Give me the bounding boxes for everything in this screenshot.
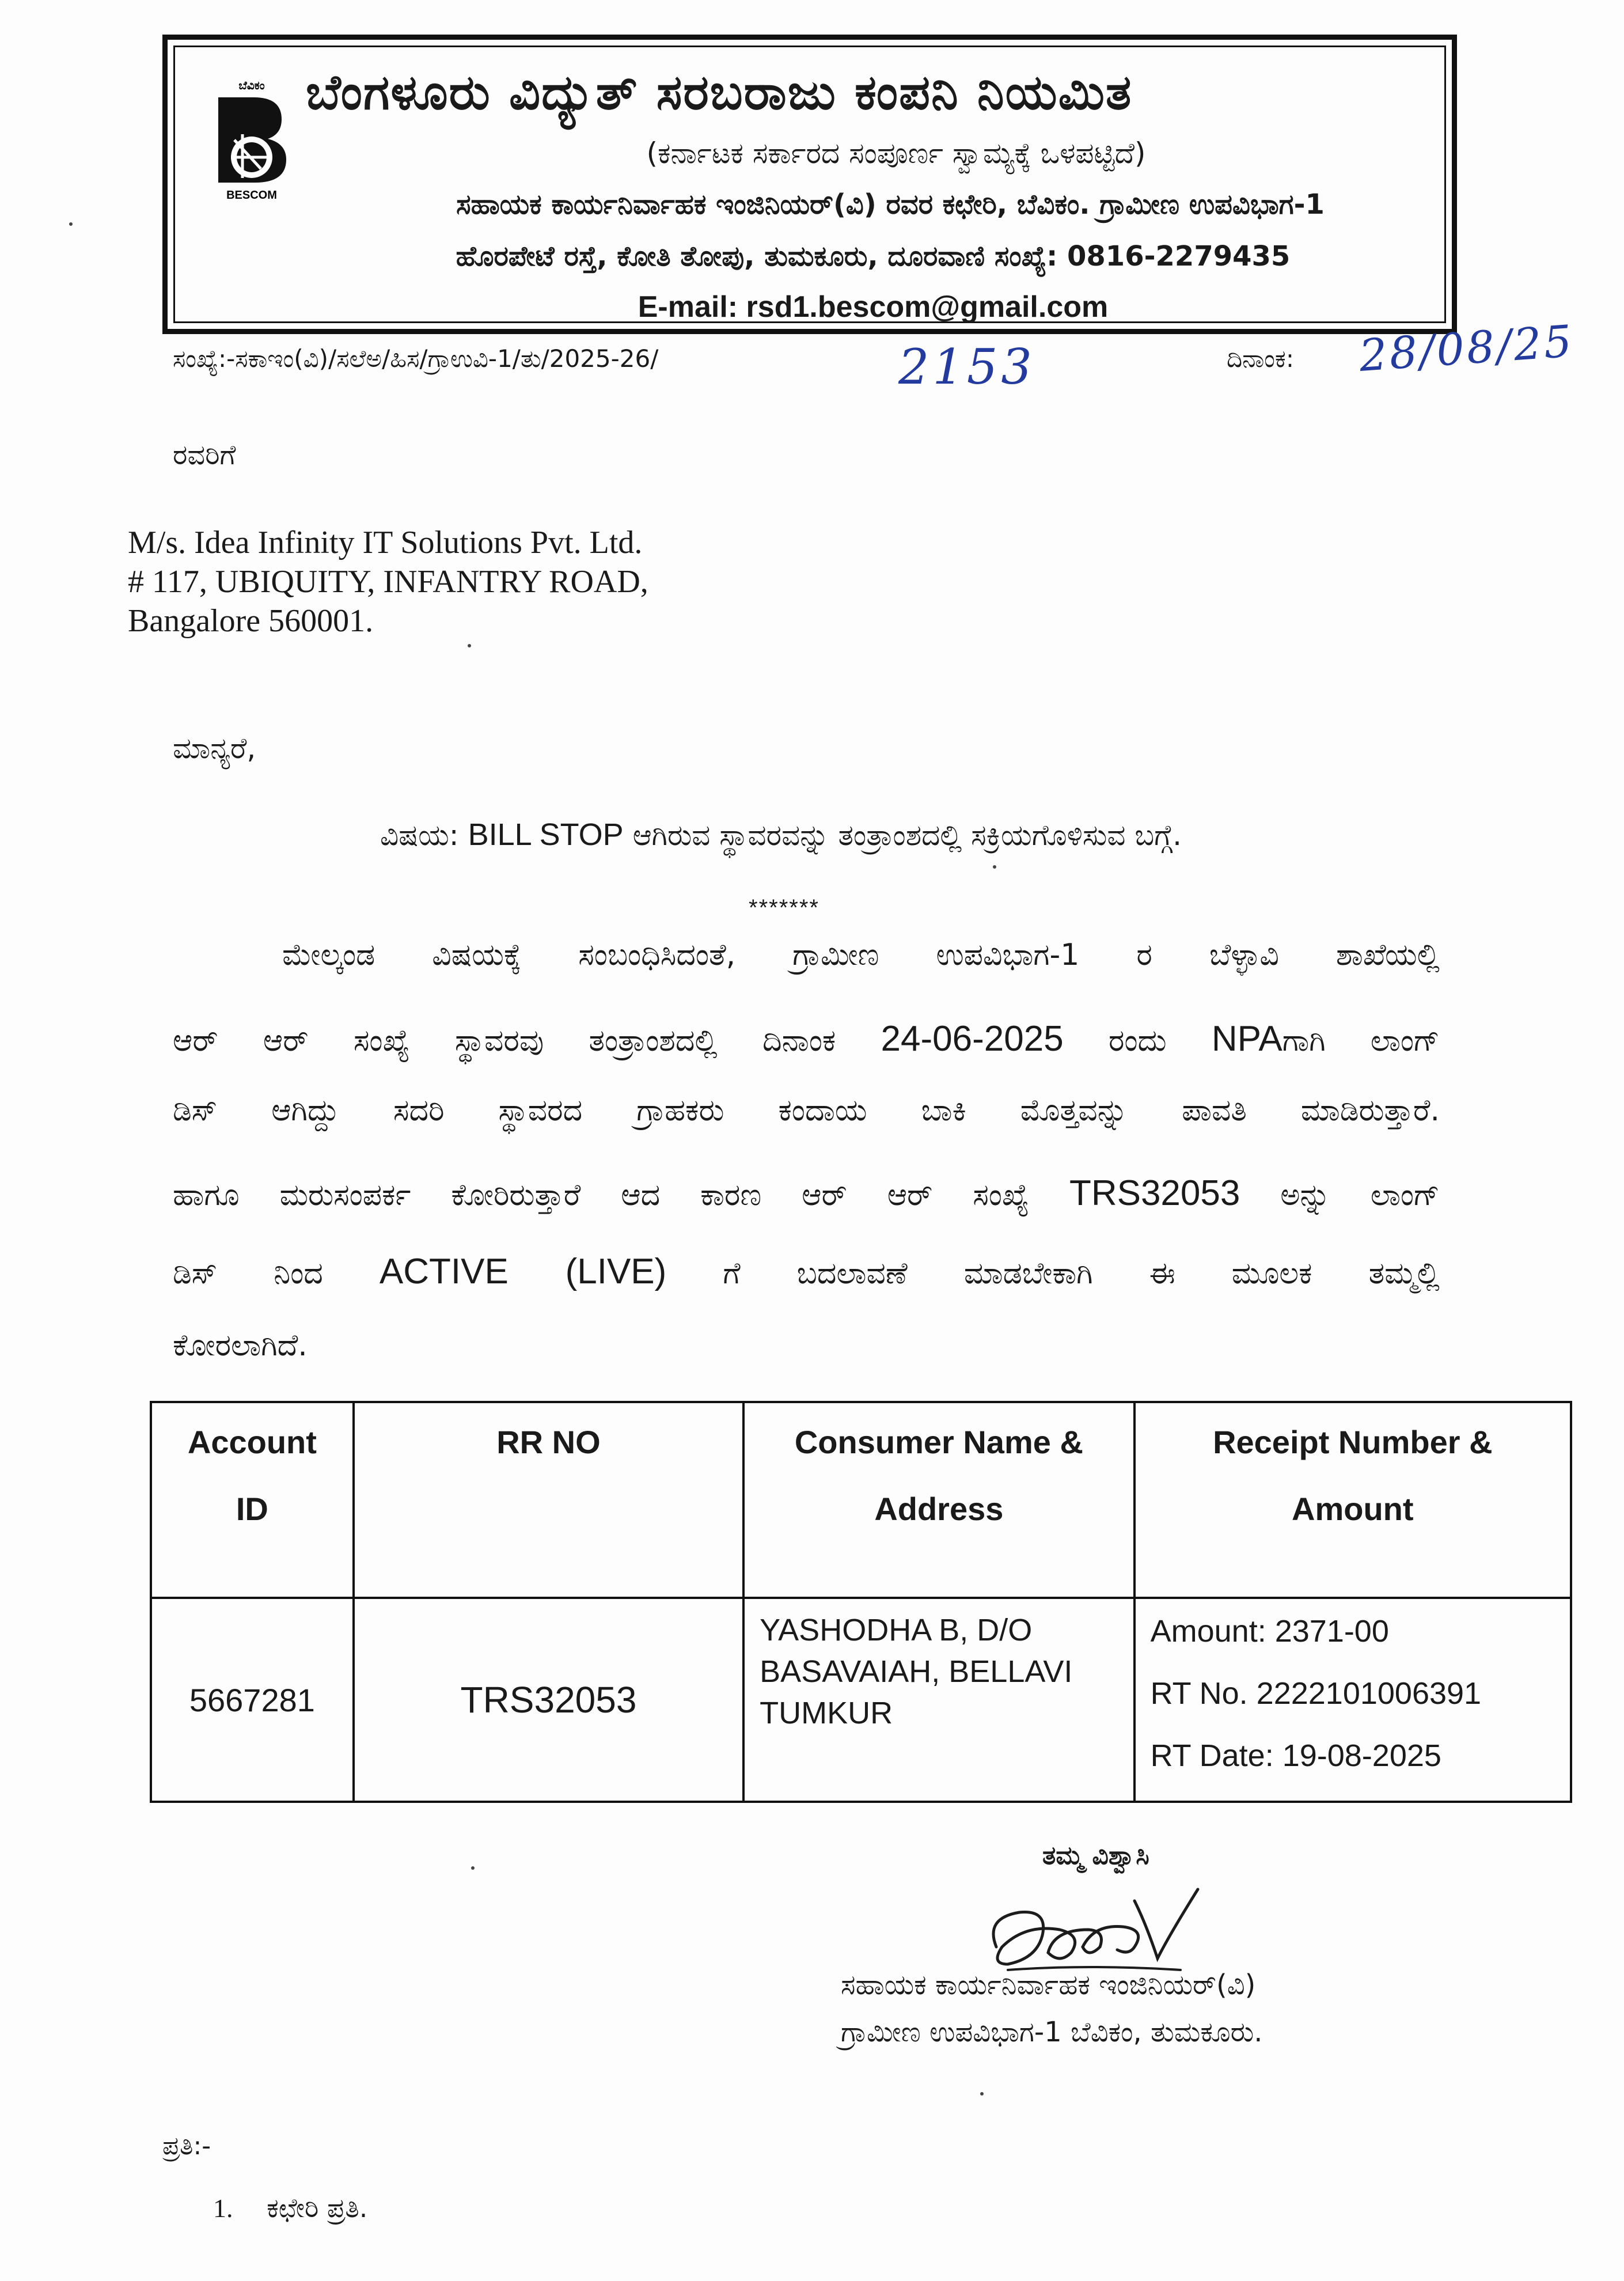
office-name: ಸಹಾಯಕ ಕಾರ್ಯನಿರ್ವಾಹಕ ಇಂಜಿನಿಯರ್(ವಿ) ರವರ ಕಛೇರಿ, ಬೆವಿಕಂ. ಗ್ರಾಮೀಣ ಉಪವಿಭಾಗ-1 bbox=[456, 188, 1325, 221]
copy-label: ಪ್ರತಿ:- bbox=[162, 2131, 211, 2161]
organization-name: ಬೆಂಗಳೂರು ವಿದ್ಯುತ್ ಸರಬರಾಜು ಕಂಪನಿ ನಿಯಮಿತ bbox=[306, 64, 1133, 120]
subject-text: ಆಗಿರುವ ಸ್ಥಾವರವನ್ನು ತಂತ್ರಾಂಶದಲ್ಲಿ ಸಕ್ರಿಯಗೊಳಿಸುವ ಬಗ್ಗೆ. bbox=[632, 819, 1182, 852]
scan-speck bbox=[69, 222, 73, 226]
body-text: ಹಾಗೂ ಮರುಸಂಪರ್ಕ ಕೋರಿರುತ್ತಾರೆ ಆದ ಕಾರಣ ಆರ್ ಆರ್ ಸಂಖ್ಯೆ bbox=[173, 1178, 1030, 1213]
recipient-line: # 117, UBIQUITY, INFANTRY ROAD, bbox=[128, 564, 648, 600]
npa-text: NPA bbox=[1211, 1019, 1282, 1059]
reference-number-label: ಸಂಖ್ಯೆ:-ಸಕಾಇಂ(ವಿ)/ಸಲೆಅ/ಹಿಸ/ಗ್ರಾಉವಿ-1/ತು/2025-26/ bbox=[173, 344, 659, 373]
header-consumer: Consumer Name & Address bbox=[743, 1402, 1134, 1598]
receipt-rt-date: RT Date: 19-08-2025 bbox=[1150, 1738, 1441, 1773]
scan-speck bbox=[471, 1866, 475, 1870]
separator: ******* bbox=[749, 895, 819, 920]
signatory-office: ಗ್ರಾಮೀಣ ಉಪವಿಭಾಗ-1 ಬೆವಿಕಂ, ತುಮಕೂರು. bbox=[841, 2016, 1263, 2048]
body-text: ಆರ್ ಆರ್ ಸಂಖ್ಯೆ ಸ್ಥಾವರವು ತಂತ್ರಾಂಶದಲ್ಲಿ ದಿನಾಂಕ bbox=[173, 1024, 836, 1058]
scan-speck bbox=[993, 865, 996, 869]
body-text: ಗಾಗಿ ಲಾಂಗ್ bbox=[1282, 1024, 1440, 1058]
body-text: ರಂದು bbox=[1108, 1024, 1167, 1058]
receipt-rt-no: RT No. 2222101006391 bbox=[1150, 1676, 1482, 1711]
body-line: ಮೇಲ್ಕಂಡ ವಿಷಯಕ್ಕೆ ಸಂಬಂಧಿಸಿದಂತೆ, ಗ್ರಾಮೀಣ ಉಪವಿಭಾಗ-1 ರ ಬೆಳ್ಳಾವಿ ಶಾಖೆಯಲ್ಲಿ bbox=[282, 938, 1440, 972]
body-line bbox=[173, 1018, 1440, 1059]
signatory-designation: ಸಹಾಯಕ ಕಾರ್ಯನಿರ್ವಾಹಕ ಇಂಜಿನಿಯರ್(ವಿ) bbox=[841, 1969, 1256, 2001]
body-line: ಡಿಸ್ ಆಗಿದ್ದು ಸದರಿ ಸ್ಥಾವರದ ಗ್ರಾಹಕರು ಕಂದಾಯ ಬಾಕಿ ಮೊತ್ತವನ್ನು ಪಾವತಿ ಮಾಡಿರುತ್ತಾರೆ. bbox=[173, 1093, 1440, 1128]
body-text: ಗೆ ಬದಲಾವಣೆ ಮಾಡಬೇಕಾಗಿ ಈ ಮೂಲಕ ತಮ್ಮಲ್ಲಿ bbox=[723, 1256, 1440, 1291]
body-line bbox=[173, 1173, 1440, 1214]
body-line: ಕೋರಲಾಗಿದೆ. bbox=[173, 1328, 308, 1363]
copy-item bbox=[213, 2192, 367, 2225]
cell-rr-no: TRS32053 bbox=[354, 1598, 743, 1802]
body-line bbox=[173, 1251, 1440, 1292]
rr-number-text: TRS32053 bbox=[1069, 1173, 1240, 1213]
table-row bbox=[151, 1598, 1571, 1802]
cell-consumer: YASHODHA B, D/O BASAVAIAH, BELLAVI TUMKUR bbox=[743, 1598, 1134, 1802]
date-label: ದಿನಾಂಕ: bbox=[1227, 344, 1294, 373]
body-text: ಅನ್ನು ಲಾಂಗ್ bbox=[1280, 1178, 1440, 1213]
body-text: ಡಿಸ್ ನಿಂದ bbox=[173, 1256, 323, 1291]
subject-line bbox=[380, 817, 1182, 852]
subject-label: ವಿಷಯ: bbox=[380, 819, 459, 852]
cell-receipt bbox=[1134, 1598, 1571, 1802]
receipt-amount: Amount: 2371-00 bbox=[1150, 1614, 1389, 1649]
date-handwritten: 28/08/25 bbox=[1357, 315, 1576, 381]
scan-speck bbox=[468, 644, 471, 647]
recipient-line: M/s. Idea Infinity IT Solutions Pvt. Ltd. bbox=[128, 525, 643, 560]
active-status-text: ACTIVE (LIVE) bbox=[379, 1252, 667, 1291]
header-receipt: Receipt Number & Amount bbox=[1134, 1402, 1571, 1598]
salutation: ಮಾನ್ಯರೆ, bbox=[173, 732, 256, 765]
to-label: ರವರಿಗೆ bbox=[173, 439, 236, 471]
header-account-id: Account ID bbox=[151, 1402, 354, 1598]
copy-item-number: 1. bbox=[213, 2193, 233, 2223]
reference-number-handwritten: 2153 bbox=[898, 339, 1035, 395]
header-rr-no: RR NO bbox=[354, 1402, 743, 1598]
logo-top-text: ಬೆವಿಕಂ bbox=[238, 78, 265, 92]
subject-english: BILL STOP bbox=[468, 817, 624, 852]
office-address: ಹೊರಪೇಟೆ ರಸ್ತೆ, ಕೋತಿ ತೋಪು, ತುಮಕೂರು, ದೂರವಾಣಿ ಸಂಖ್ಯೆ: 0816-2279435 bbox=[456, 240, 1291, 272]
consumer-table bbox=[150, 1401, 1572, 1803]
organization-subtitle: (ಕರ್ನಾಟಕ ಸರ್ಕಾರದ ಸಂಪೂರ್ಣ ಸ್ವಾಮ್ಯಕ್ಕೆ ಒಳಪಟ್ಟಿದೆ) bbox=[646, 137, 1146, 170]
copy-item-text: ಕಛೇರಿ ಪ್ರತಿ. bbox=[267, 2192, 368, 2223]
office-email: E-mail: rsd1.bescom@gmail.com bbox=[638, 290, 1109, 324]
logo-bottom-text: BESCOM bbox=[226, 189, 277, 202]
table-header-row bbox=[151, 1402, 1571, 1598]
cell-account-id: 5667281 bbox=[151, 1598, 354, 1802]
disconnection-date: 24-06-2025 bbox=[881, 1019, 1064, 1059]
closing-text: ತಮ್ಮ ವಿಶ್ವಾಸಿ bbox=[1042, 1841, 1149, 1870]
letterhead bbox=[162, 35, 1457, 334]
scan-speck bbox=[980, 2092, 984, 2096]
recipient-line: Bangalore 560001. bbox=[128, 603, 374, 639]
